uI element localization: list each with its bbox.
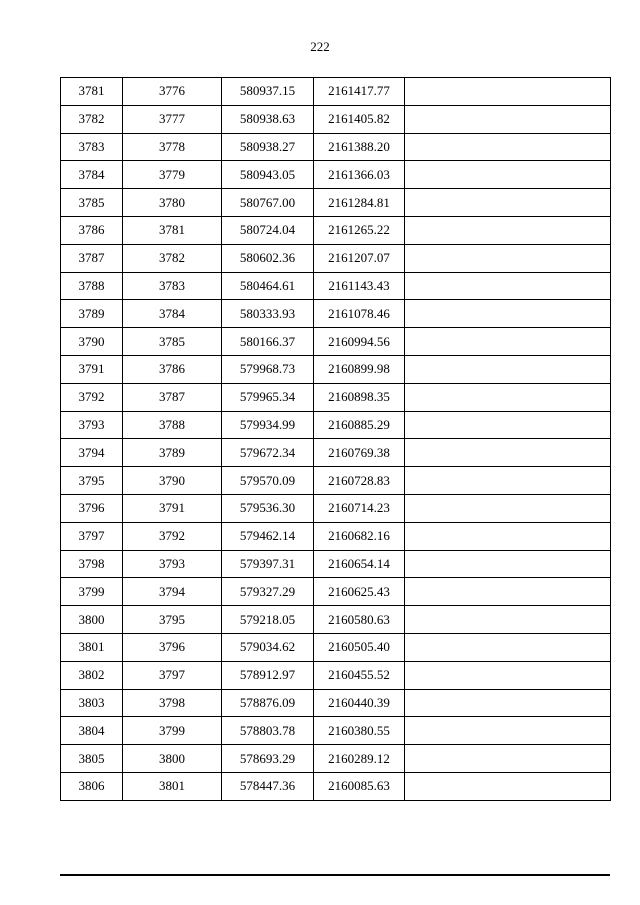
table-cell: 2160682.16 [314,522,405,550]
footer-rule [60,874,610,876]
table-cell: 3798 [61,550,123,578]
table-cell: 579968.73 [222,355,314,383]
table-cell [405,105,611,133]
table-cell [405,522,611,550]
table-cell: 3794 [61,439,123,467]
table-cell [405,633,611,661]
table-row [61,105,611,133]
table-cell: 3800 [61,606,123,634]
table-cell: 580937.15 [222,78,314,106]
table-row [61,78,611,106]
table-cell: 3798 [123,689,222,717]
table-cell: 2160580.63 [314,606,405,634]
table-cell: 579536.30 [222,494,314,522]
table-cell: 3806 [61,772,123,800]
table-cell: 3789 [61,300,123,328]
table-cell: 579965.34 [222,383,314,411]
table-cell: 3779 [123,161,222,189]
page-number: 222 [310,39,330,54]
table-cell: 3777 [123,105,222,133]
table-cell: 3801 [61,633,123,661]
table-row [61,216,611,244]
table-cell: 2160654.14 [314,550,405,578]
table-cell: 580943.05 [222,161,314,189]
table-row [61,494,611,522]
table-cell: 3794 [123,578,222,606]
table-row [61,717,611,745]
table-cell: 3776 [123,78,222,106]
table-cell [405,300,611,328]
table-row [61,411,611,439]
table-row [61,189,611,217]
table-cell: 2160455.52 [314,661,405,689]
table-cell: 579397.31 [222,550,314,578]
coordinates-table [60,77,611,801]
table-cell: 3787 [123,383,222,411]
table-cell [405,355,611,383]
table-cell [405,661,611,689]
table-cell: 3797 [61,522,123,550]
table-cell: 3793 [123,550,222,578]
table-row [61,550,611,578]
table-cell [405,578,611,606]
table-cell: 2161405.82 [314,105,405,133]
table-cell [405,772,611,800]
table-cell: 2161417.77 [314,78,405,106]
table-cell: 3785 [123,328,222,356]
table-cell: 2161078.46 [314,300,405,328]
table-cell: 579462.14 [222,522,314,550]
table-cell: 3787 [61,244,123,272]
table-cell: 3796 [123,633,222,661]
table-cell: 3783 [61,133,123,161]
table-cell [405,606,611,634]
table-cell: 2161265.22 [314,216,405,244]
table-row [61,661,611,689]
table-cell: 579034.62 [222,633,314,661]
table-cell: 580464.61 [222,272,314,300]
table-cell: 2161388.20 [314,133,405,161]
table-cell: 3791 [123,494,222,522]
table-cell: 580767.00 [222,189,314,217]
table-cell: 3784 [123,300,222,328]
table-cell [405,383,611,411]
table-cell: 3786 [123,355,222,383]
table-cell: 2160898.35 [314,383,405,411]
table-cell: 579327.29 [222,578,314,606]
table-cell: 2160380.55 [314,717,405,745]
table-row [61,689,611,717]
table-cell: 3790 [123,467,222,495]
table-cell: 580938.63 [222,105,314,133]
table-cell: 580724.04 [222,216,314,244]
table-cell [405,439,611,467]
table-cell: 3801 [123,772,222,800]
table-cell: 2160085.63 [314,772,405,800]
table-cell [405,745,611,773]
table-cell: 579672.34 [222,439,314,467]
table-cell: 580166.37 [222,328,314,356]
table-cell: 2160769.38 [314,439,405,467]
table-cell: 3792 [61,383,123,411]
table-cell [405,467,611,495]
table-cell [405,689,611,717]
table-cell: 3780 [123,189,222,217]
table-cell: 2161143.43 [314,272,405,300]
table-cell: 3791 [61,355,123,383]
table-cell: 3790 [61,328,123,356]
table-cell: 3778 [123,133,222,161]
table-body [61,78,611,801]
table-row [61,383,611,411]
table-cell: 579570.09 [222,467,314,495]
table-cell: 2161207.07 [314,244,405,272]
table-cell: 578803.78 [222,717,314,745]
table-cell [405,717,611,745]
table-cell: 3796 [61,494,123,522]
table-cell [405,244,611,272]
table-cell: 580602.36 [222,244,314,272]
table-cell: 3792 [123,522,222,550]
table-cell [405,133,611,161]
table-cell: 2160728.83 [314,467,405,495]
table-cell: 3783 [123,272,222,300]
table-cell: 3788 [123,411,222,439]
table-cell: 3803 [61,689,123,717]
table-cell: 580333.93 [222,300,314,328]
table-row [61,522,611,550]
table-cell [405,189,611,217]
table-cell: 2160714.23 [314,494,405,522]
table-cell: 3802 [61,661,123,689]
table-cell: 578447.36 [222,772,314,800]
table-cell: 3797 [123,661,222,689]
table-cell: 3781 [61,78,123,106]
table-cell: 2160625.43 [314,578,405,606]
table-row [61,133,611,161]
table-cell [405,161,611,189]
table-cell: 3800 [123,745,222,773]
table-cell: 3786 [61,216,123,244]
table-cell: 2160899.98 [314,355,405,383]
table-row [61,745,611,773]
table-row [61,328,611,356]
table-cell: 579934.99 [222,411,314,439]
table-cell: 3799 [123,717,222,745]
table-cell: 578693.29 [222,745,314,773]
table-row [61,578,611,606]
table-cell: 578912.97 [222,661,314,689]
table-row [61,272,611,300]
table-cell: 2160994.56 [314,328,405,356]
table-cell [405,494,611,522]
table-cell: 3795 [123,606,222,634]
table-cell: 2161284.81 [314,189,405,217]
table-cell: 3785 [61,189,123,217]
table-cell [405,216,611,244]
table-cell: 3805 [61,745,123,773]
table-cell: 579218.05 [222,606,314,634]
table-row [61,300,611,328]
table-cell [405,272,611,300]
table-cell: 3782 [123,244,222,272]
table-cell [405,328,611,356]
table-row [61,244,611,272]
table-cell: 2160440.39 [314,689,405,717]
table-row [61,633,611,661]
table-cell: 3795 [61,467,123,495]
table-cell: 580938.27 [222,133,314,161]
table-row [61,439,611,467]
table-cell: 3782 [61,105,123,133]
table-cell: 3781 [123,216,222,244]
table-cell: 3793 [61,411,123,439]
table-cell: 3799 [61,578,123,606]
table-cell: 3788 [61,272,123,300]
table-cell: 2160505.40 [314,633,405,661]
table-row [61,772,611,800]
table-row [61,355,611,383]
table-cell: 2160885.29 [314,411,405,439]
table-row [61,467,611,495]
table-cell [405,550,611,578]
table-cell: 3784 [61,161,123,189]
table-cell: 3789 [123,439,222,467]
table-cell [405,411,611,439]
table-row [61,161,611,189]
table-row [61,606,611,634]
table-cell: 578876.09 [222,689,314,717]
table-cell: 2160289.12 [314,745,405,773]
table-cell [405,78,611,106]
table-cell: 3804 [61,717,123,745]
table-cell: 2161366.03 [314,161,405,189]
